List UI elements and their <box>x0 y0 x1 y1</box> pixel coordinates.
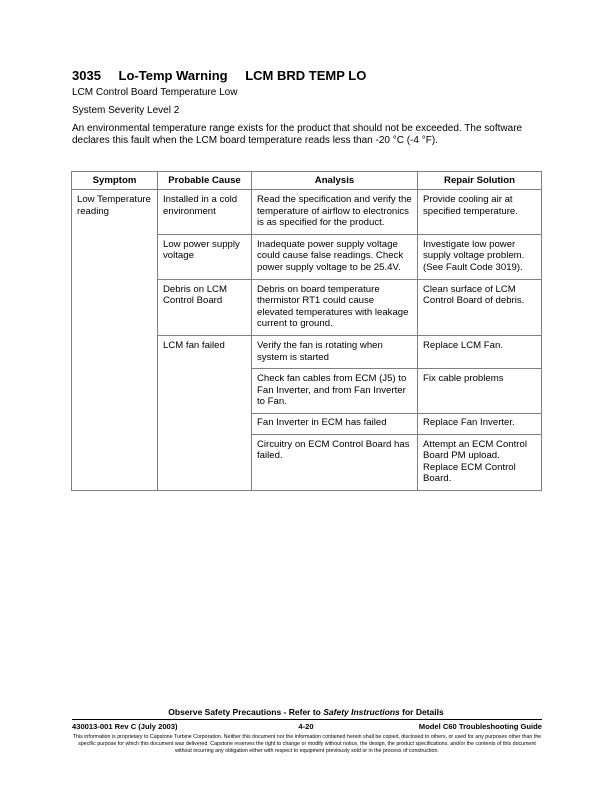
column-header: Symptom <box>72 172 158 190</box>
safety-note <box>0 707 612 717</box>
fault-heading <box>72 68 366 83</box>
analysis-cell: Check fan cables from ECM (J5) to Fan Inverter, and from Fan Inverter to Fan. <box>252 369 418 414</box>
fault-code: 3035 <box>72 68 101 83</box>
fault-subtitle: LCM Control Board Temperature Low <box>72 87 238 98</box>
manual-title: Model C60 Troubleshooting Guide <box>418 722 542 731</box>
safety-note-suffix: for Details <box>399 707 444 717</box>
repair-cell: Attempt an ECM Control Board PM upload. Replace ECM Control Board. <box>418 434 542 490</box>
analysis-cell: Verify the fan is rotating when system is started <box>252 335 418 368</box>
safety-note-prefix: Observe Safety Precautions - Refer to <box>168 707 324 717</box>
cause-cell: Installed in a cold environment <box>158 190 252 235</box>
repair-cell: Investigate low power supply voltage problem. (See Fault Code 3019). <box>418 234 542 279</box>
analysis-cell: Circuitry on ECM Control Board has failed. <box>252 434 418 490</box>
severity-level: System Severity Level 2 <box>72 105 180 116</box>
table-header-row <box>72 172 542 190</box>
proprietary-notice: This information is proprietary to Capstone Turbine Corporation. Neither this document nor the information contained herein shall be copied, disclosed to others, or used for any purposes other than the specific purpose for which this document was delivered. Capstone reserves the right to change or modify without notice, the design, the product specifications, and/or the contents of this document without incurring any obligation either with respect to equipment previously sold or in the process of construction. <box>72 734 542 754</box>
analysis-cell: Fan Inverter in ECM has failed <box>252 413 418 434</box>
cause-cell: Low power supply voltage <box>158 234 252 279</box>
page-number: 4-20 <box>298 722 314 731</box>
column-header: Repair Solution <box>418 172 542 190</box>
analysis-cell: Inadequate power supply voltage could cause false readings. Check power supply voltage to be 25.4V. <box>252 234 418 279</box>
repair-cell: Clean surface of LCM Control Board of debris. <box>418 279 542 335</box>
repair-cell: Fix cable problems <box>418 369 542 414</box>
safety-instructions-reference: Safety Instructions <box>323 707 400 717</box>
analysis-cell: Read the specification and verify the temperature of airflow to electronics is as specified for the product. <box>252 190 418 235</box>
footer-divider <box>72 719 542 720</box>
troubleshooting-table <box>71 171 542 491</box>
analysis-cell: Debris on board temperature thermistor RT1 could cause elevated temperatures with leakage current to ground. <box>252 279 418 335</box>
fault-tag: LCM BRD TEMP LO <box>245 68 367 83</box>
cause-cell: LCM fan failed <box>158 335 252 490</box>
repair-cell: Replace Fan Inverter. <box>418 413 542 434</box>
column-header: Probable Cause <box>158 172 252 190</box>
cause-cell: Debris on LCM Control Board <box>158 279 252 335</box>
document-number: 430013-001 Rev C (July 2003) <box>72 722 178 731</box>
table-row <box>72 190 542 235</box>
repair-cell: Provide cooling air at specified temperature. <box>418 190 542 235</box>
symptom-cell: Low Temperature reading <box>72 190 158 491</box>
fault-name: Lo-Temp Warning <box>118 68 228 83</box>
fault-description: An environmental temperature range exists for the product that should not be exceeded. The software declares this fault when the LCM board temperature reads less than -20 °C (-4 °F). <box>72 123 523 146</box>
repair-cell: Replace LCM Fan. <box>418 335 542 368</box>
column-header: Analysis <box>252 172 418 190</box>
